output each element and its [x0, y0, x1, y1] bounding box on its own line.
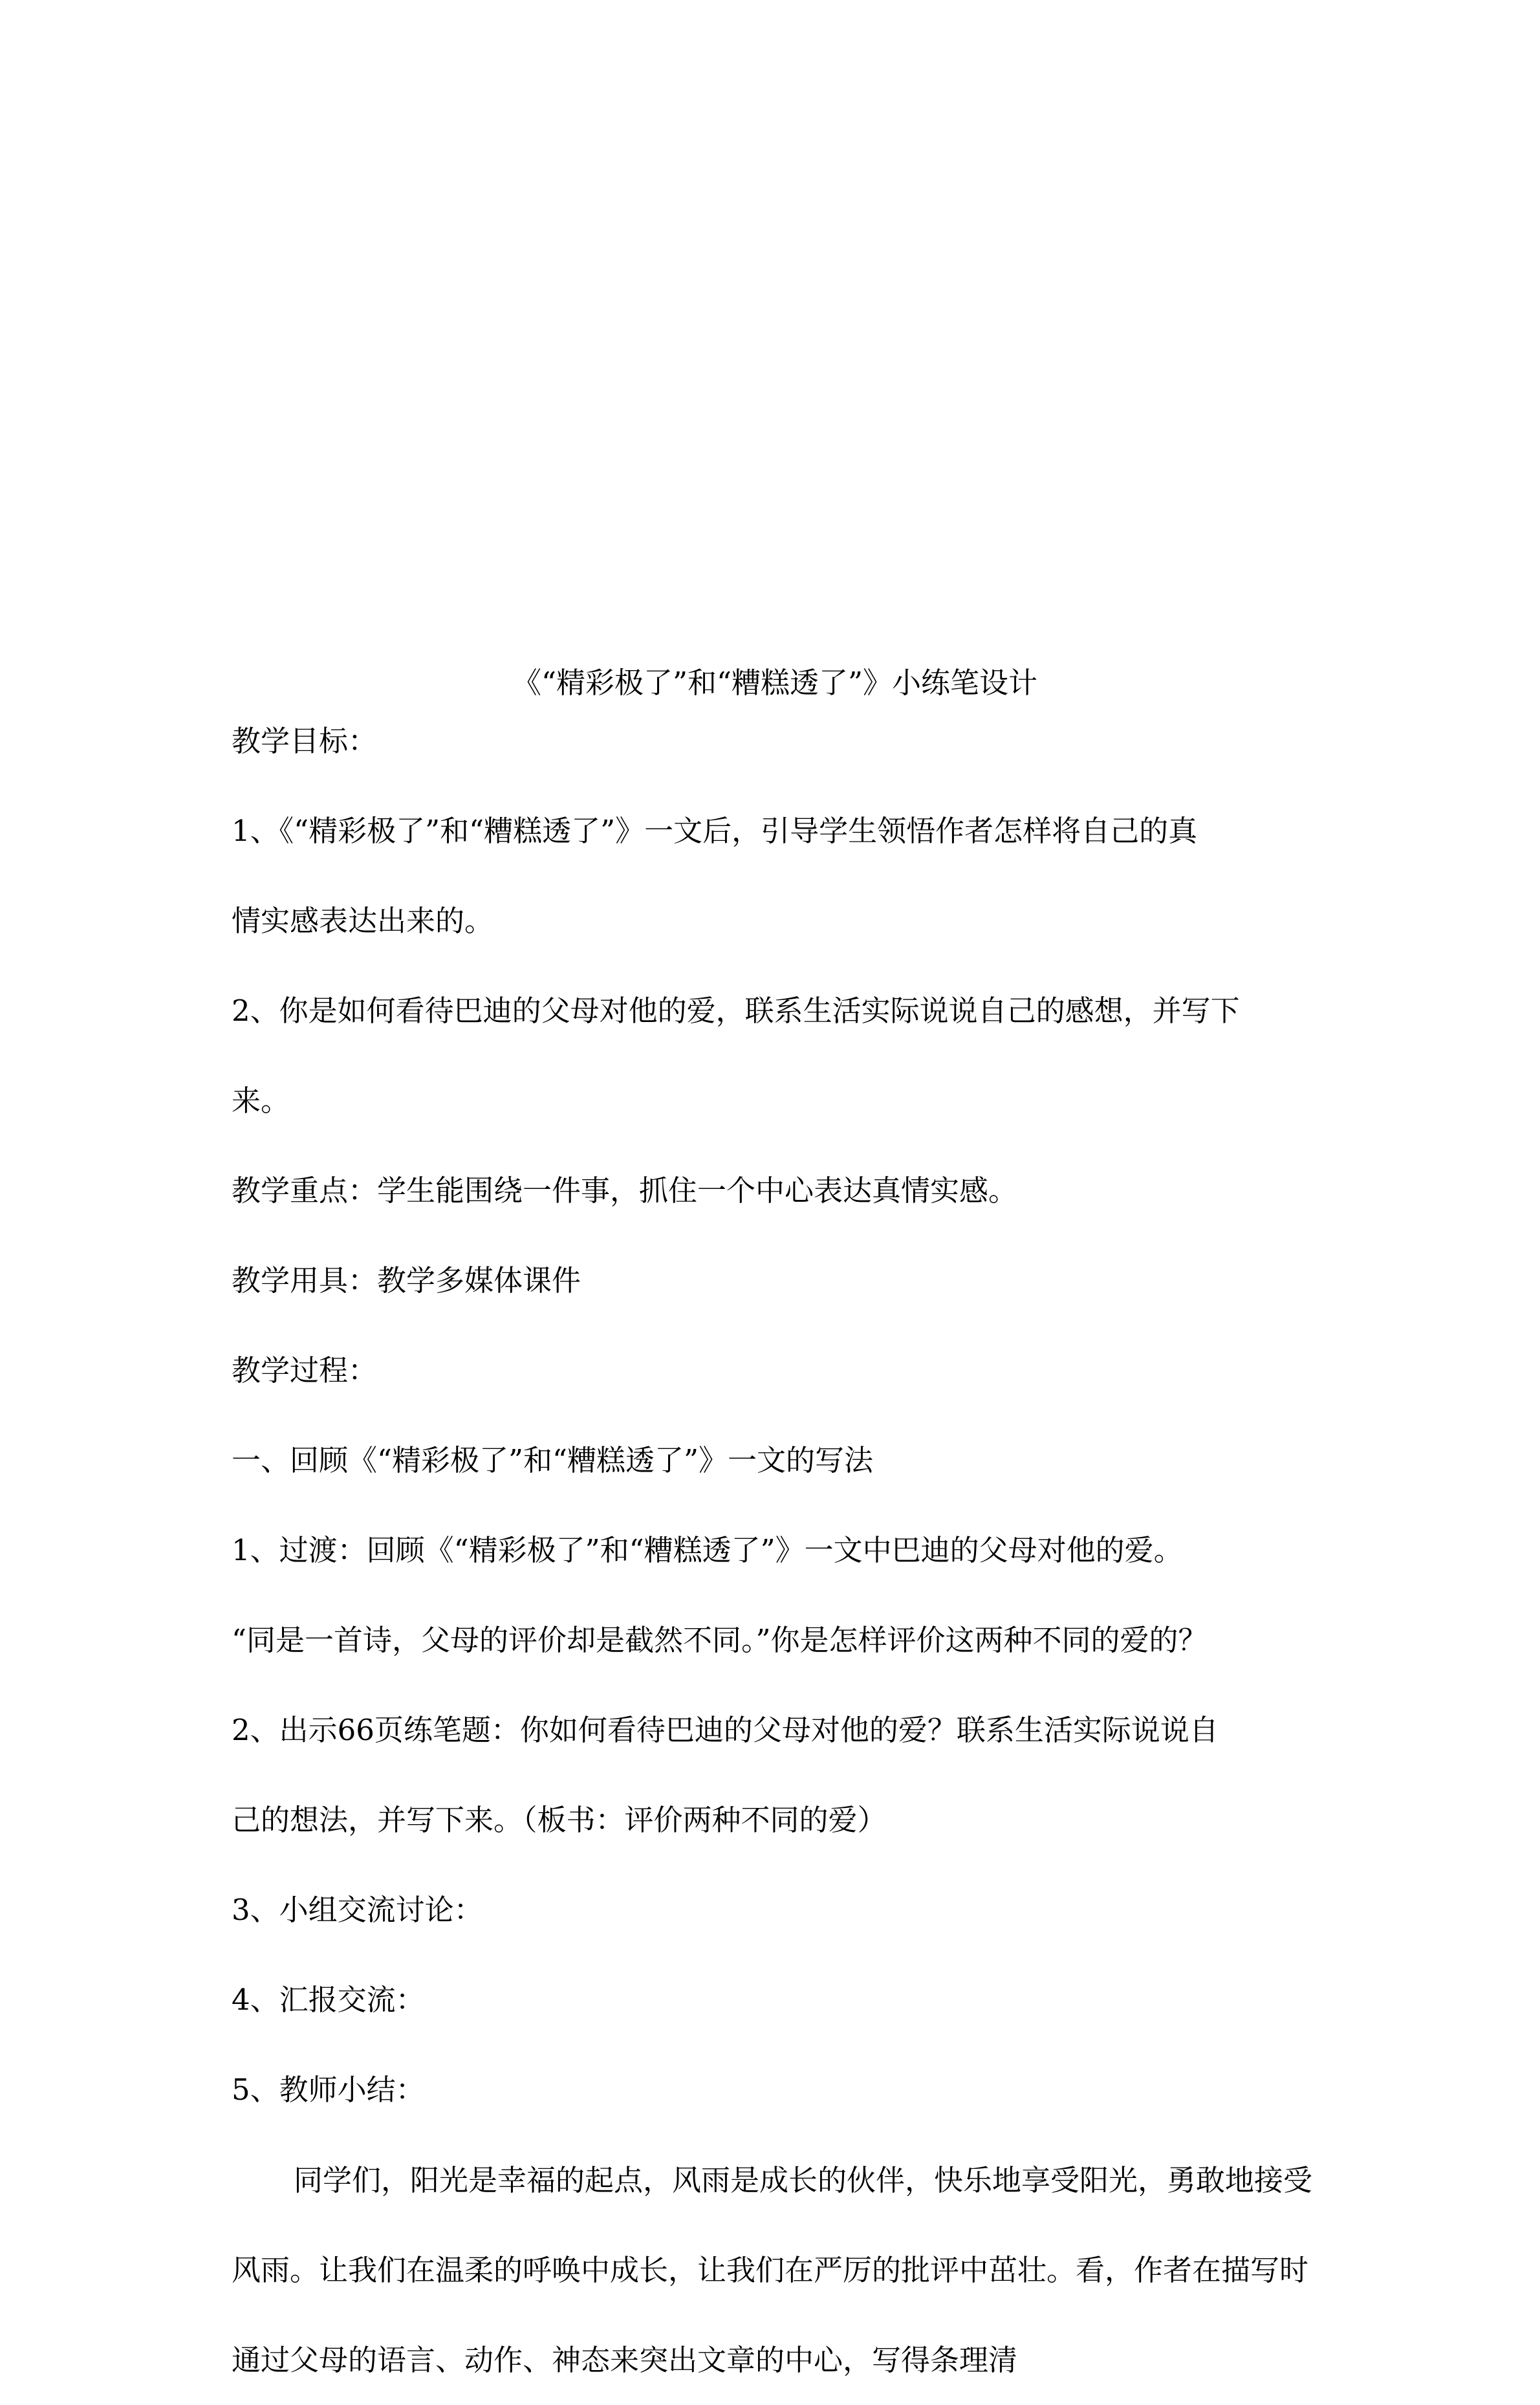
- document-title: 《“精彩极了”和“糟糕透了”》小练笔设计: [512, 666, 1038, 700]
- text-line: 教学过程：: [232, 1353, 378, 1388]
- text-line: “同是一首诗，父母的评价却是截然不同。”你是怎样评价这两种不同的爱的？: [232, 1623, 1208, 1657]
- text-line: 教学目标：: [232, 724, 378, 758]
- text-line: 4、汇报交流：: [232, 1983, 425, 2017]
- text-line: 来。: [232, 1083, 290, 1118]
- document-body: [232, 661, 1318, 2405]
- text-line: 教学用具：教学多媒体课件: [232, 1263, 581, 1298]
- summary-paragraph: 同学们，阳光是幸福的起点，风雨是成长的伙伴，快乐地享受阳光，勇敢地接受风雨。让我们在温柔的呼唤中成长，让我们在严厉的批评中茁壮。看，作者在描写时通过父母的语言、动作、神态来突出文章的中心，写得条理清: [232, 2163, 1313, 2377]
- text-line: 1、《“精彩极了”和“糟糕透了”》一文后，引导学生领悟作者怎样将自己的真: [232, 814, 1198, 848]
- text-line: 己的想法，并写下来。（板书：评价两种不同的爱）: [232, 1803, 887, 1837]
- text-line: 2、你是如何看待巴迪的父母对他的爱，联系生活实际说说自己的感想，并写下: [232, 994, 1240, 1028]
- text-line: 情实感表达出来的。: [232, 904, 494, 938]
- text-line: 5、教师小结：: [232, 2073, 425, 2107]
- text-line: 教学重点：学生能围绕一件事，抓住一个中心表达真情实感。: [232, 1173, 1018, 1208]
- text-line: 一、回顾《“精彩极了”和“糟糕透了”》一文的写法: [232, 1443, 874, 1477]
- text-line: 2、出示66页练笔题：你如何看待巴迪的父母对他的爱？联系生活实际说说自: [232, 1713, 1219, 1747]
- text-line: 3、小组交流讨论：: [232, 1893, 483, 1927]
- text-line: 1、过渡：回顾《“精彩极了”和“糟糕透了”》一文中巴迪的父母对他的爱。: [232, 1533, 1183, 1567]
